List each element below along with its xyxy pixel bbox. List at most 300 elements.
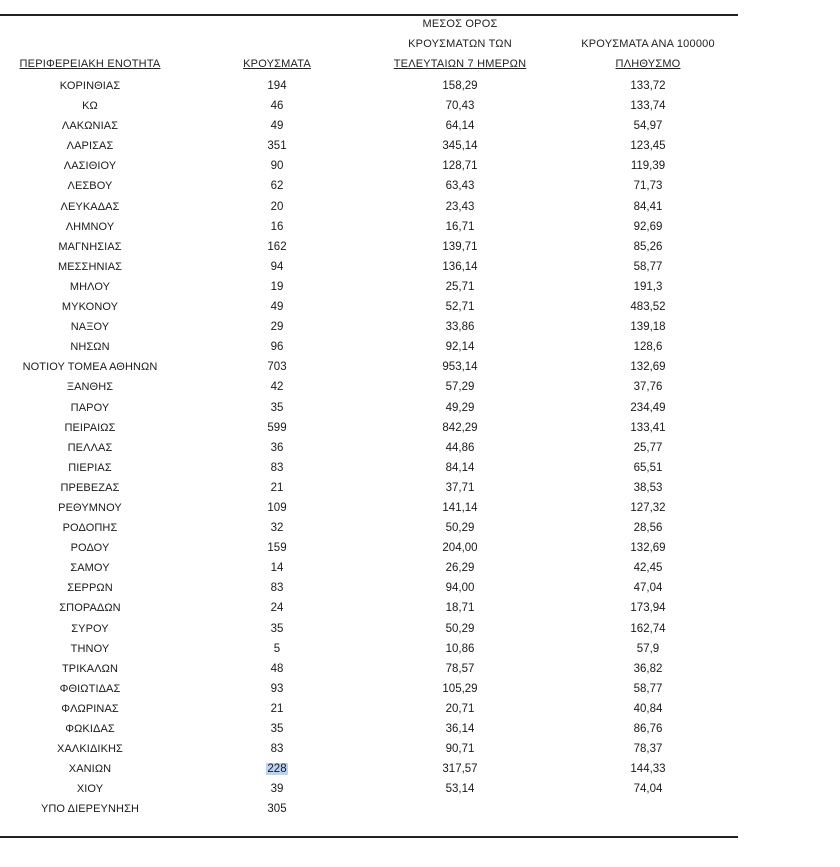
- avg-cell: [370, 739, 550, 759]
- cases-cell-text: 83: [270, 582, 284, 595]
- region-cell-text: ΜΥΚΟΝΟΥ: [61, 301, 119, 314]
- avg-cell-text: 94,00: [445, 582, 475, 595]
- avg-cell-text: 141,14: [442, 501, 478, 514]
- avg-cell-text: 18,71: [445, 602, 475, 615]
- cases-cell: [228, 719, 326, 739]
- per100k-cell: [548, 418, 748, 438]
- avg-cell-text: 63,43: [445, 180, 475, 193]
- avg-cell-text: 50,29: [445, 622, 475, 635]
- cases-cell: [228, 136, 326, 156]
- table-row: [0, 558, 740, 578]
- per100k-cell: [548, 398, 748, 418]
- region-cell-text: ΧΑΛΚΙΔΙΚΗΣ: [57, 743, 123, 756]
- per100k-cell: [548, 317, 748, 337]
- avg-cell: [370, 217, 550, 237]
- region-cell: [0, 619, 180, 639]
- avg-cell-text: 52,71: [445, 301, 475, 314]
- per100k-cell-text: 127,32: [630, 501, 666, 514]
- per100k-cell: [548, 518, 748, 538]
- avg-cell: [370, 498, 550, 518]
- header-per100k-line: ΚΡΟΥΣΜΑΤΑ ΑΝΑ 100000: [581, 38, 715, 50]
- per100k-cell: [548, 598, 748, 618]
- per100k-cell-text: 139,18: [630, 321, 666, 334]
- cases-cell-text: 42: [270, 381, 284, 394]
- region-cell: [0, 377, 180, 397]
- region-cell-text: ΠΕΛΛΑΣ: [67, 441, 113, 454]
- region-cell: [0, 679, 180, 699]
- per100k-cell: [548, 659, 748, 679]
- table-row: [0, 478, 740, 498]
- cases-cell: [228, 538, 326, 558]
- region-cell-text: ΠΕΙΡΑΙΩΣ: [64, 421, 116, 434]
- per100k-cell-text: 86,76: [633, 723, 663, 735]
- per100k-cell-text: 92,69: [633, 220, 663, 233]
- per100k-cell-text: 71,73: [633, 180, 663, 193]
- table-row: [0, 418, 740, 438]
- cases-cell-text: 194: [267, 80, 287, 92]
- cases-cell-text: 162: [267, 240, 287, 253]
- region-cell-text: ΛΗΜΝΟΥ: [65, 220, 115, 233]
- avg-cell: [370, 156, 550, 176]
- region-cell-text: ΣΕΡΡΩΝ: [67, 582, 113, 595]
- per100k-cell-text: 123,45: [630, 140, 666, 153]
- table-row: [0, 739, 740, 759]
- cases-cell-text: 29: [270, 321, 284, 334]
- avg-cell-text: 57,29: [445, 381, 475, 394]
- table-bottom-rule: [0, 836, 738, 838]
- cases-cell: [228, 96, 326, 116]
- region-cell-text: ΛΑΚΩΝΙΑΣ: [61, 120, 119, 133]
- avg-cell: [370, 518, 550, 538]
- per100k-cell: [548, 136, 748, 156]
- avg-cell: [370, 558, 550, 578]
- per100k-cell-text: 119,39: [630, 160, 666, 173]
- cases-cell-text: 94: [270, 260, 284, 273]
- cases-cell: [228, 699, 326, 719]
- region-cell: [0, 558, 180, 578]
- cases-cell-text: 36: [270, 441, 284, 454]
- table-row: [0, 538, 740, 558]
- cases-cell-text: 703: [267, 361, 287, 374]
- region-cell: [0, 237, 180, 257]
- avg-cell: [370, 619, 550, 639]
- per100k-cell: [548, 639, 748, 659]
- avg-cell-text: 26,29: [445, 562, 475, 575]
- per100k-cell: [548, 297, 748, 317]
- cases-cell-text: 109: [267, 501, 287, 514]
- cases-cell: [228, 76, 326, 96]
- per100k-cell: [548, 176, 748, 196]
- region-cell-text: ΜΑΓΝΗΣΙΑΣ: [58, 240, 122, 253]
- avg-cell: [370, 478, 550, 498]
- avg-cell-text: 36,14: [445, 723, 475, 735]
- cases-cell: [228, 317, 326, 337]
- region-cell: [0, 578, 180, 598]
- cases-cell-text: 351: [267, 140, 287, 153]
- cases-cell-text: 599: [267, 421, 287, 434]
- cases-cell-text: 35: [270, 622, 284, 635]
- table-header: [0, 14, 740, 76]
- avg-cell: [370, 759, 550, 779]
- avg-cell: [370, 639, 550, 659]
- table-row: [0, 598, 740, 618]
- table-row: [0, 699, 740, 719]
- cases-cell: [228, 558, 326, 578]
- region-cell: [0, 337, 180, 357]
- per100k-cell-text: 37,76: [633, 381, 663, 394]
- cases-cell: [228, 639, 326, 659]
- per100k-cell-text: 191,3: [633, 280, 663, 293]
- table-row: [0, 759, 740, 779]
- region-cell-text: ΥΠΟ ΔΙΕΡΕΥΝΗΣΗ: [40, 803, 140, 816]
- region-cell-text: ΞΑΝΘΗΣ: [66, 381, 114, 394]
- cases-cell-text: 5: [273, 642, 281, 655]
- cases-cell-text: 62: [270, 180, 284, 193]
- region-cell: [0, 739, 180, 759]
- per100k-cell: [548, 558, 748, 578]
- per100k-cell-text: 58,77: [633, 682, 663, 695]
- per100k-cell: [548, 498, 748, 518]
- table-row: [0, 799, 740, 819]
- per100k-cell-text: 74,04: [633, 783, 663, 796]
- region-cell: [0, 458, 180, 478]
- per100k-cell: [548, 277, 748, 297]
- avg-cell-text: 92,14: [445, 341, 475, 354]
- cases-cell: [228, 277, 326, 297]
- avg-cell-text: 70,43: [445, 100, 475, 113]
- region-cell: [0, 699, 180, 719]
- avg-cell: [370, 458, 550, 478]
- region-cell: [0, 317, 180, 337]
- per100k-cell: [548, 719, 748, 739]
- table-row: [0, 297, 740, 317]
- avg-cell: [370, 719, 550, 739]
- cases-cell: [228, 337, 326, 357]
- region-cell: [0, 478, 180, 498]
- cases-cell: [228, 176, 326, 196]
- cases-cell-text: 32: [270, 522, 284, 535]
- per100k-cell: [548, 197, 748, 217]
- table-row: [0, 136, 740, 156]
- avg-cell: [370, 699, 550, 719]
- cases-cell: [228, 377, 326, 397]
- cases-cell: [228, 759, 326, 779]
- table-row: [0, 518, 740, 538]
- header-avg-line: ΜΕΣΟΣ ΟΡΟΣ: [422, 18, 498, 30]
- cases-cell: [228, 297, 326, 317]
- region-cell-text: ΣΠΟΡΑΔΩΝ: [59, 602, 121, 615]
- cases-cell: [228, 679, 326, 699]
- per100k-cell: [548, 759, 748, 779]
- per100k-cell: [548, 357, 748, 377]
- region-cell-text: ΤΡΙΚΑΛΩΝ: [61, 662, 119, 675]
- avg-cell: [370, 257, 550, 277]
- per100k-cell: [548, 458, 748, 478]
- cases-cell-text: 35: [270, 401, 284, 414]
- avg-cell-text: 78,57: [445, 662, 475, 675]
- header-per-100k: [548, 34, 748, 74]
- table-row: [0, 176, 740, 196]
- avg-cell: [370, 538, 550, 558]
- region-cell-text: ΦΘΙΩΤΙΔΑΣ: [59, 682, 121, 695]
- region-cell: [0, 639, 180, 659]
- avg-cell: [370, 598, 550, 618]
- per100k-cell-text: 234,49: [630, 401, 666, 414]
- cases-cell-text: 90: [270, 160, 284, 173]
- per100k-cell-text: 85,26: [633, 240, 663, 253]
- avg-cell: [370, 297, 550, 317]
- region-cell: [0, 498, 180, 518]
- cases-cell: [228, 156, 326, 176]
- avg-cell: [370, 659, 550, 679]
- region-cell: [0, 438, 180, 458]
- avg-cell-text: 90,71: [445, 743, 475, 756]
- avg-cell-text: 204,00: [442, 542, 478, 555]
- region-cell-text: ΡΟΔΟΠΗΣ: [62, 522, 118, 535]
- table-row: [0, 659, 740, 679]
- table-row: [0, 337, 740, 357]
- table-row: [0, 317, 740, 337]
- region-cell-text: ΛΑΡΙΣΑΣ: [66, 140, 114, 153]
- avg-cell-text: 10,86: [445, 642, 475, 655]
- region-cell: [0, 96, 180, 116]
- cases-cell-text: 39: [270, 783, 284, 796]
- per100k-cell-text: 78,37: [633, 743, 663, 756]
- avg-cell-text: 33,86: [445, 321, 475, 334]
- cases-cell: [228, 619, 326, 639]
- table-row: [0, 217, 740, 237]
- avg-cell-text: 136,14: [442, 260, 478, 273]
- cases-cell-text: 49: [270, 301, 284, 314]
- avg-cell-text: 25,71: [445, 280, 475, 293]
- table-row: [0, 719, 740, 739]
- region-cell-text: ΣΑΜΟΥ: [70, 562, 110, 575]
- region-cell: [0, 136, 180, 156]
- region-cell-text: ΤΗΝΟΥ: [70, 642, 110, 655]
- avg-cell: [370, 357, 550, 377]
- region-cell-text: ΠΑΡΟΥ: [70, 401, 110, 414]
- per100k-cell-text: 40,84: [633, 702, 663, 715]
- table-row: [0, 237, 740, 257]
- avg-cell: [370, 398, 550, 418]
- avg-cell: [370, 197, 550, 217]
- per100k-cell-text: 144,33: [630, 763, 666, 776]
- avg-cell: [370, 277, 550, 297]
- per100k-cell: [548, 739, 748, 759]
- header-avg-line: ΤΕΛΕΥΤΑΙΩΝ 7 ΗΜΕΡΩΝ: [393, 58, 527, 70]
- avg-cell-text: 84,14: [445, 461, 475, 474]
- region-cell-text: ΦΛΩΡΙΝΑΣ: [61, 702, 119, 715]
- region-cell-text: ΝΟΤΙΟΥ ΤΟΜΕΑ ΑΘΗΝΩΝ: [22, 361, 158, 374]
- table-row: [0, 639, 740, 659]
- cases-cell-text: 16: [270, 220, 284, 233]
- region-cell-text: ΦΩΚΙΔΑΣ: [65, 723, 115, 735]
- table-row: [0, 458, 740, 478]
- avg-cell-text: 953,14: [442, 361, 478, 374]
- region-cell: [0, 719, 180, 739]
- region-cell: [0, 799, 180, 819]
- region-cell-text: ΧΑΝΙΩΝ: [68, 763, 112, 776]
- cases-cell-text: 48: [270, 662, 284, 675]
- per100k-cell: [548, 679, 748, 699]
- cases-cell: [228, 779, 326, 799]
- per100k-cell: [548, 76, 748, 96]
- per100k-cell-text: 65,51: [633, 461, 663, 474]
- region-cell-text: ΠΙΕΡΙΑΣ: [68, 461, 112, 474]
- cases-cell: [228, 418, 326, 438]
- avg-cell-text: 20,71: [445, 702, 475, 715]
- avg-cell-text: 53,14: [445, 783, 475, 796]
- table-row: [0, 779, 740, 799]
- per100k-cell: [548, 578, 748, 598]
- region-cell-text: ΜΕΣΣΗΝΙΑΣ: [57, 260, 123, 273]
- avg-cell-text: 44,86: [445, 441, 475, 454]
- avg-cell: [370, 418, 550, 438]
- per100k-cell: [548, 438, 748, 458]
- region-cell-text: ΣΥΡΟΥ: [71, 622, 109, 635]
- region-cell: [0, 418, 180, 438]
- avg-cell-text: 842,29: [442, 421, 478, 434]
- cases-cell: [228, 398, 326, 418]
- region-cell-text: ΛΕΥΚΑΔΑΣ: [60, 200, 120, 213]
- avg-cell: [370, 96, 550, 116]
- avg-cell-text: 139,71: [442, 240, 478, 253]
- region-cell-text: ΝΗΣΩΝ: [70, 341, 110, 354]
- region-cell: [0, 659, 180, 679]
- avg-cell: [370, 438, 550, 458]
- region-cell: [0, 538, 180, 558]
- cases-cell: [228, 217, 326, 237]
- cases-cell-text: 49: [270, 120, 284, 133]
- per100k-cell: [548, 217, 748, 237]
- avg-cell-text: 23,43: [445, 200, 475, 213]
- header-avg-line: ΚΡΟΥΣΜΑΤΩΝ ΤΩΝ: [408, 38, 512, 50]
- header-avg-7-days: [370, 14, 550, 74]
- avg-cell-text: 345,14: [442, 140, 478, 153]
- cases-cell: [228, 478, 326, 498]
- cases-cell-text: 83: [270, 743, 284, 756]
- region-cell: [0, 518, 180, 538]
- per100k-cell: [548, 237, 748, 257]
- cases-cell-text: 46: [270, 100, 284, 113]
- per100k-cell-text: 38,53: [633, 481, 663, 494]
- per100k-cell-text: 47,04: [633, 582, 663, 595]
- cases-cell: [228, 257, 326, 277]
- table-row: [0, 679, 740, 699]
- table-row: [0, 156, 740, 176]
- per100k-cell-text: 133,72: [630, 80, 666, 92]
- per100k-cell: [548, 478, 748, 498]
- per100k-cell-text: 173,94: [630, 602, 666, 615]
- per100k-cell-text: 128,6: [633, 341, 663, 354]
- avg-cell: [370, 116, 550, 136]
- table-row: [0, 438, 740, 458]
- per100k-cell-text: 36,82: [633, 662, 663, 675]
- avg-cell-text: 317,57: [442, 763, 478, 776]
- region-cell: [0, 357, 180, 377]
- per100k-cell: [548, 156, 748, 176]
- region-cell: [0, 598, 180, 618]
- cases-cell-text: 19: [270, 280, 284, 293]
- avg-cell: [370, 76, 550, 96]
- region-cell: [0, 116, 180, 136]
- cases-cell: [228, 237, 326, 257]
- avg-cell-text: 16,71: [445, 220, 475, 233]
- region-cell-text: ΡΕΘΥΜΝΟΥ: [58, 501, 122, 514]
- cases-cell-text: 93: [270, 682, 284, 695]
- selected-cell-text: 228: [267, 763, 287, 776]
- table-row: [0, 116, 740, 136]
- per100k-cell-text: 133,74: [630, 100, 666, 113]
- per100k-cell: [548, 337, 748, 357]
- cases-cell: [228, 498, 326, 518]
- cases-cell: [228, 739, 326, 759]
- per100k-cell: [548, 538, 748, 558]
- per100k-cell-text: 57,9: [636, 642, 660, 655]
- region-cell-text: ΚΟΡΙΝΘΙΑΣ: [59, 80, 121, 92]
- avg-cell-text: 64,14: [445, 120, 475, 133]
- per100k-cell: [548, 377, 748, 397]
- avg-cell: [370, 679, 550, 699]
- header-per100k-line: ΠΛΗΘΥΣΜΟ: [615, 58, 681, 70]
- cases-cell-text: 159: [267, 542, 287, 555]
- cases-cell: [228, 357, 326, 377]
- cases-cell-text: 83: [270, 461, 284, 474]
- region-cell-text: ΛΑΣΙΘΙΟΥ: [63, 160, 117, 173]
- region-cell: [0, 398, 180, 418]
- cases-cell-text: 14: [270, 562, 284, 575]
- region-cell: [0, 176, 180, 196]
- per100k-cell-text: 162,74: [630, 622, 666, 635]
- per100k-cell: [548, 257, 748, 277]
- avg-cell: [370, 377, 550, 397]
- cases-cell-text: 20: [270, 200, 284, 213]
- cases-cell-text: 21: [270, 702, 284, 715]
- cases-cell: [228, 518, 326, 538]
- table-row: [0, 619, 740, 639]
- region-cell-text: ΡΟΔΟΥ: [70, 542, 110, 555]
- table-row: [0, 257, 740, 277]
- per100k-cell-text: 28,56: [633, 522, 663, 535]
- region-cell: [0, 156, 180, 176]
- region-cell: [0, 217, 180, 237]
- table-row: [0, 96, 740, 116]
- table-row: [0, 76, 740, 96]
- per100k-cell: [548, 116, 748, 136]
- region-cell-text: ΛΕΣΒΟΥ: [67, 180, 113, 193]
- avg-cell: [370, 176, 550, 196]
- cases-cell-text: 35: [270, 723, 284, 735]
- per100k-cell: [548, 779, 748, 799]
- region-cell: [0, 257, 180, 277]
- per100k-cell-text: 133,41: [630, 421, 666, 434]
- cases-cell: [228, 799, 326, 819]
- cases-cell: [228, 659, 326, 679]
- avg-cell: [370, 337, 550, 357]
- avg-cell: [370, 237, 550, 257]
- table-body: [0, 76, 740, 819]
- cases-cell: [228, 116, 326, 136]
- region-cell: [0, 759, 180, 779]
- per100k-cell: [548, 699, 748, 719]
- cases-cell: [228, 458, 326, 478]
- per100k-cell-text: 42,45: [633, 562, 663, 575]
- region-cell: [0, 297, 180, 317]
- table-row: [0, 197, 740, 217]
- region-cell: [0, 277, 180, 297]
- region-cell: [0, 779, 180, 799]
- avg-cell: [370, 317, 550, 337]
